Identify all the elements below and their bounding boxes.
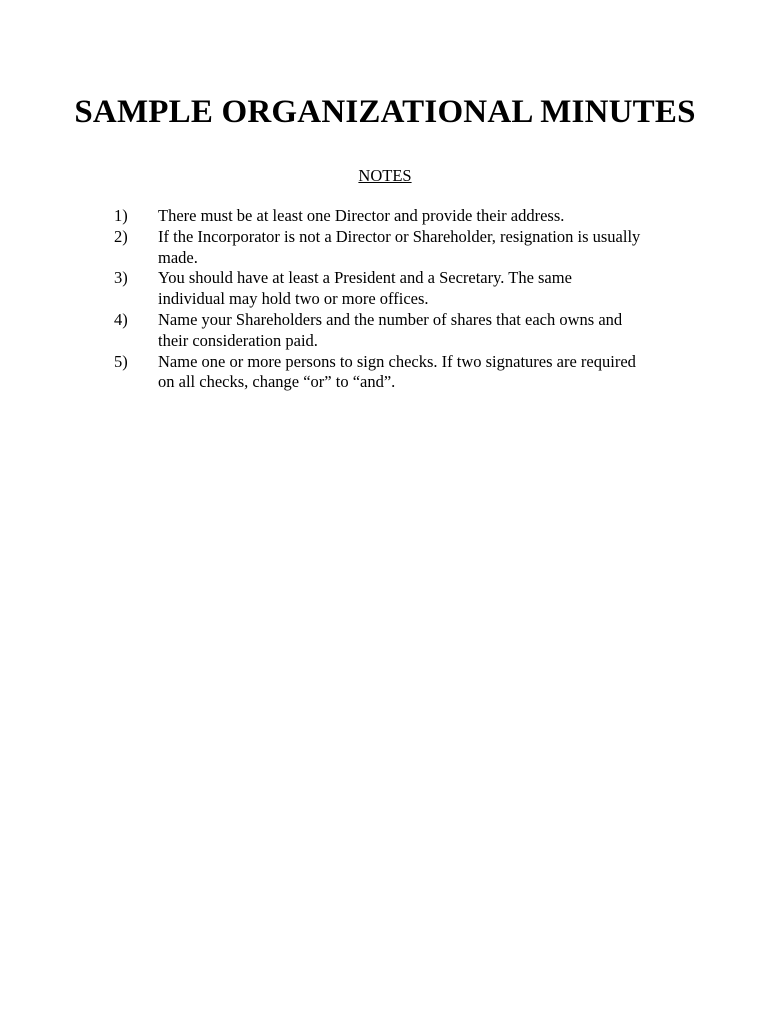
list-item: [114, 206, 694, 227]
notes-list: [114, 206, 694, 393]
note-text: There must be at least one Director and provide their address.: [158, 206, 565, 225]
note-text: If the Incorporator is not a Director or Shareholder, resignation is usually made.: [158, 226, 641, 267]
note-text: Name your Shareholders and the number of shares that each owns and their consideration paid.: [158, 309, 623, 350]
note-text: You should have at least a President and a Secretary. The same individual may hold two or more offices.: [158, 268, 572, 309]
notes-heading: NOTES: [358, 166, 412, 185]
list-item: [114, 227, 694, 269]
list-item: [114, 268, 694, 310]
note-number: 5): [114, 351, 128, 371]
list-item: [114, 352, 694, 394]
note-number: 4): [114, 309, 128, 329]
list-item: [114, 310, 694, 352]
document-title: SAMPLE ORGANIZATIONAL MINUTES: [74, 94, 696, 130]
note-number: 3): [114, 268, 128, 288]
note-number: 2): [114, 226, 128, 246]
note-text: Name one or more persons to sign checks. If two signatures are required on all checks, change “or” to “and”.: [158, 351, 636, 392]
note-number: 1): [114, 206, 128, 225]
